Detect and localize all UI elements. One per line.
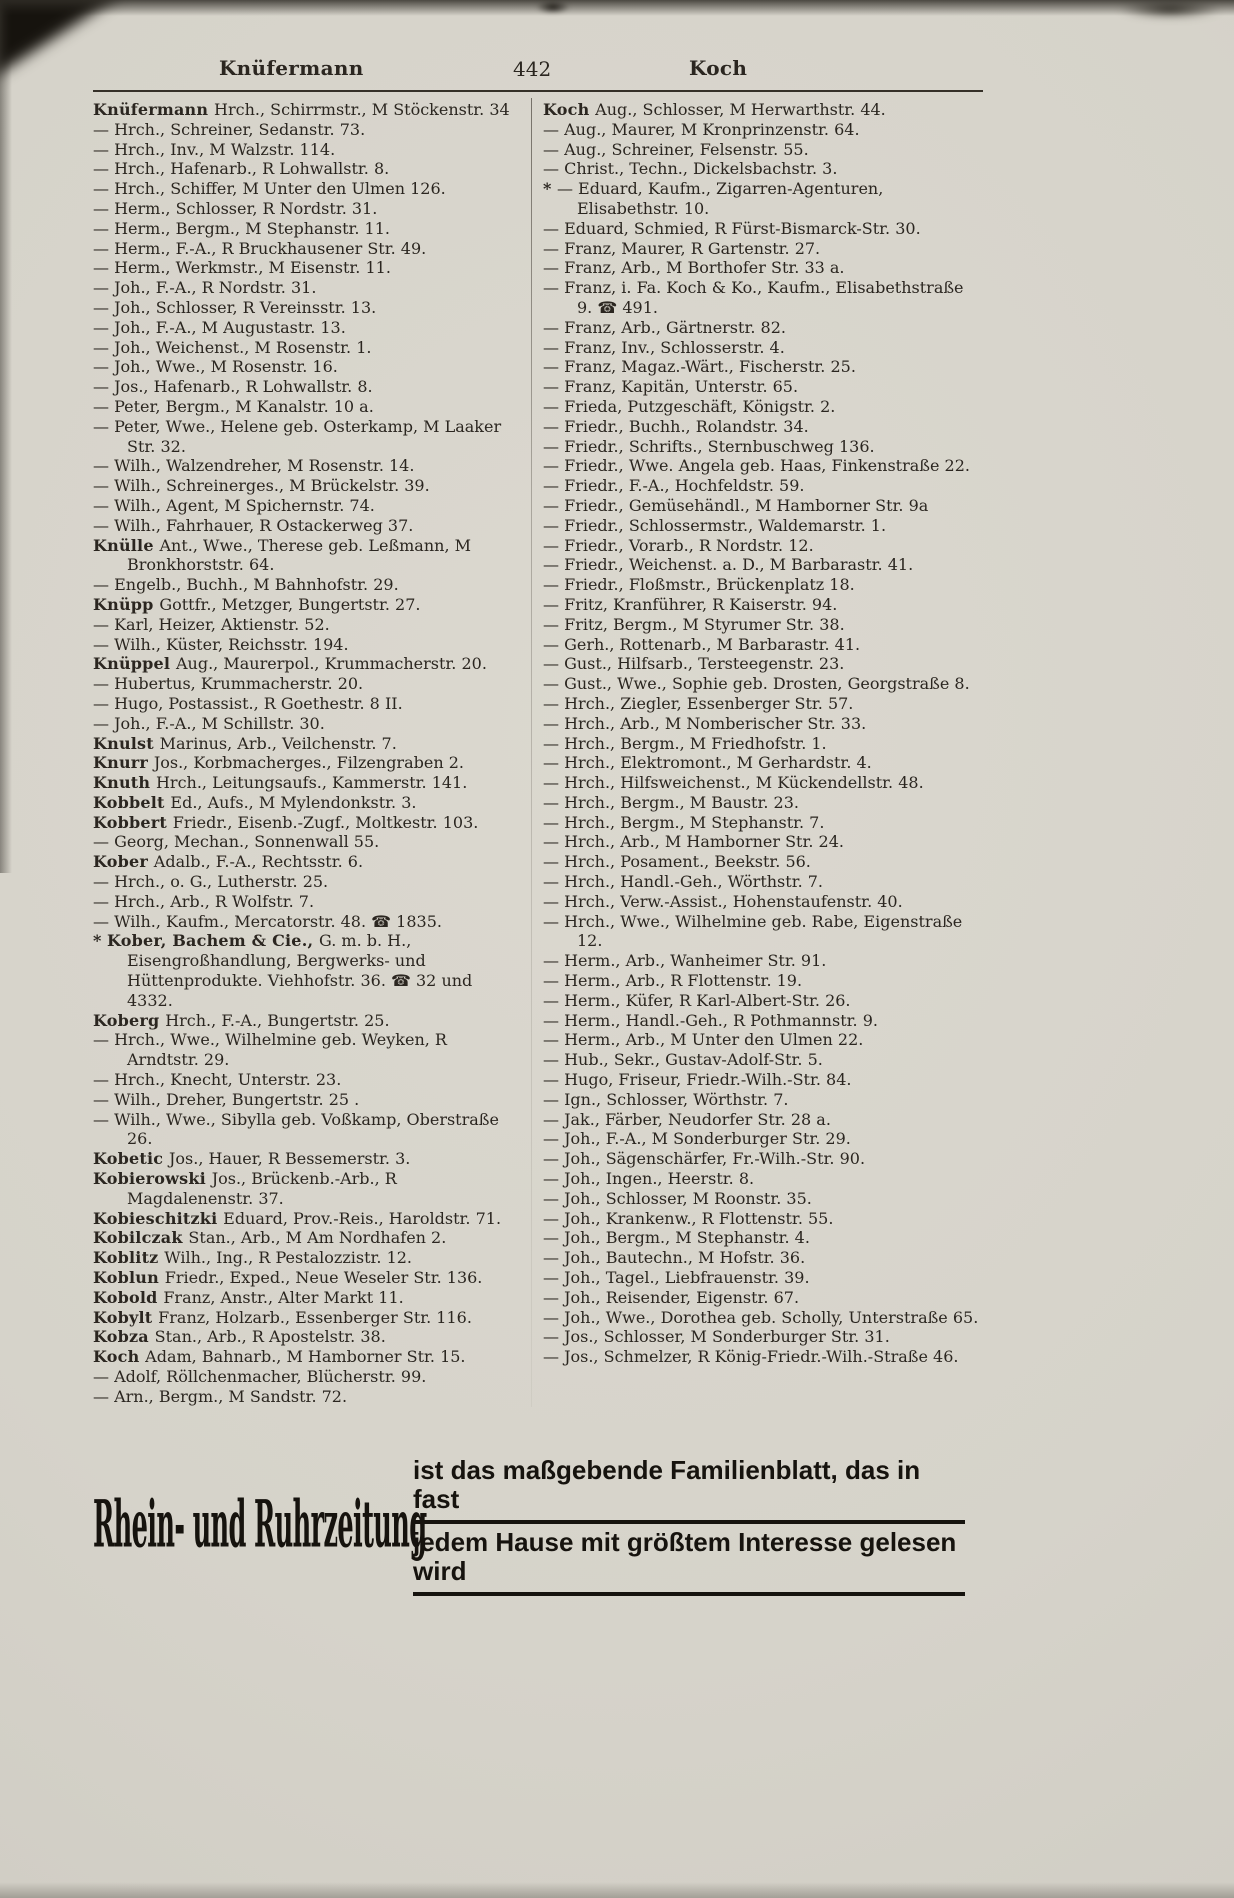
entry-text: — Hrch., Wwe., Wilhelmine geb. Weyken, R Arndtstr. 29. xyxy=(93,1030,447,1070)
directory-entry xyxy=(543,397,983,417)
directory-entry xyxy=(93,1011,521,1031)
directory-entry xyxy=(93,734,521,754)
entry-text: — Hrch., Ziegler, Essenberger Str. 57. xyxy=(543,693,854,713)
directory-entry xyxy=(93,298,521,318)
directory-entry xyxy=(543,536,983,556)
directory-entry xyxy=(93,793,521,813)
entry-text: — Franz, Maurer, R Gartenstr. 27. xyxy=(543,238,821,258)
entry-text: — Gust., Hilfsarb., Tersteegenstr. 23. xyxy=(543,654,845,674)
surname: Knüppel xyxy=(93,654,176,674)
surname: Koch xyxy=(543,100,596,119)
entry-text: — Peter, Wwe., Helene geb. Osterkamp, M Laaker Str. 32. xyxy=(93,416,502,456)
entry-text: — Wilh., Fahrhauer, R Ostackerweg 37. xyxy=(93,515,414,535)
directory-entry xyxy=(93,179,521,199)
directory-entry xyxy=(93,1030,521,1070)
directory-entry xyxy=(543,1110,983,1130)
entry-text: Aug., Schlosser, M Herwarthstr. 44. xyxy=(595,100,886,119)
entry-text: — Joh., Bautechn., M Hofstr. 36. xyxy=(543,1248,806,1268)
directory-entry xyxy=(543,456,983,476)
directory-entry xyxy=(93,318,521,338)
directory-entry xyxy=(543,437,983,457)
entry-text: — Joh., F.-A., R Nordstr. 31. xyxy=(93,278,317,298)
directory-entry xyxy=(543,1169,983,1189)
surname: Knurr xyxy=(93,753,154,773)
surname: Koch xyxy=(93,1347,146,1367)
entry-text: — Ign., Schlosser, Wörthstr. 7. xyxy=(543,1089,789,1109)
directory-entry xyxy=(93,476,521,496)
scan-smudge xyxy=(530,0,576,16)
scan-edge-left xyxy=(0,0,12,873)
entry-text: — Hrch., Posament., Beekstr. 56. xyxy=(543,852,811,872)
entry-text: — Hrch., Bergm., M Friedhofstr. 1. xyxy=(543,733,827,753)
entry-text: — Franz, Arb., Gärtnerstr. 82. xyxy=(543,317,786,337)
directory-entry xyxy=(93,753,521,773)
entry-text: — Eduard, Kaufm., Zigarren-Agenturen, Elisabethstr. 10. xyxy=(556,179,884,218)
directory-entry xyxy=(543,179,983,219)
entry-text: — Frieda, Putzgeschäft, Königstr. 2. xyxy=(543,396,836,416)
directory-entry xyxy=(543,318,983,338)
directory-entry xyxy=(543,852,983,872)
entry-text: — Franz, Inv., Schlosserstr. 4. xyxy=(543,337,785,357)
entry-text: — Joh., F.-A., M Augustastr. 13. xyxy=(93,317,346,337)
entry-text: — Hrch., Wwe., Wilhelmine geb. Rabe, Eigenstraße 12. xyxy=(543,911,963,951)
directory-entry xyxy=(543,714,983,734)
directory-entry xyxy=(543,753,983,773)
directory-entry xyxy=(543,872,983,892)
scan-edge-top xyxy=(0,0,1234,16)
directory-entry xyxy=(543,595,983,615)
entry-text: — Hrch., Arb., R Wolfstr. 7. xyxy=(93,891,315,911)
entry-text: Hrch., F.-A., Bungertstr. 25. xyxy=(165,1010,390,1030)
directory-entry xyxy=(93,615,521,635)
directory-entry xyxy=(93,1110,521,1150)
directory-entry xyxy=(93,159,521,179)
entry-text: — Joh., Tagel., Liebfrauenstr. 39. xyxy=(543,1268,810,1288)
directory-entry xyxy=(93,1308,521,1328)
directory-entry xyxy=(93,1387,521,1407)
directory-entry xyxy=(93,912,521,932)
directory-entry xyxy=(93,357,521,377)
entry-text: Hrch., Leitungsaufs., Kammerstr. 141. xyxy=(155,773,468,793)
entry-text: — Hrch., Arb., M Nomberischer Str. 33. xyxy=(543,713,867,733)
directory-entry xyxy=(93,892,521,912)
directory-entry xyxy=(543,357,983,377)
entry-text: — Hrch., Hilfsweichenst., M Kückendellstr. 48. xyxy=(543,773,924,793)
entry-text: — Fritz, Kranführer, R Kaiserstr. 94. xyxy=(543,594,838,614)
page-header xyxy=(93,56,983,88)
directory-entry xyxy=(543,1149,983,1169)
directory-entry xyxy=(93,258,521,278)
surname: Kobza xyxy=(93,1327,155,1347)
surname: Knülle xyxy=(93,535,160,555)
directory-entry xyxy=(93,456,521,476)
directory-entry xyxy=(93,278,521,298)
entry-text: Marinus, Arb., Veilchenstr. 7. xyxy=(159,733,397,753)
directory-entry xyxy=(93,1268,521,1288)
directory-entry xyxy=(543,239,983,259)
entry-text: — Hrch., Handl.-Geh., Wörthstr. 7. xyxy=(543,872,824,892)
entry-text: — Franz, i. Fa. Koch & Ko., Kaufm., Elisabethstraße 9. ☎ 491. xyxy=(543,278,964,317)
entry-text: Jos., Hauer, R Bessemerstr. 3. xyxy=(168,1149,411,1169)
entry-text: — Joh., Reisender, Eigenstr. 67. xyxy=(543,1287,800,1307)
entry-text: — Jos., Schlosser, M Sonderburger Str. 31. xyxy=(543,1327,890,1347)
entry-text: — Joh., Bergm., M Stephanstr. 4. xyxy=(543,1228,810,1248)
directory-entry xyxy=(93,397,521,417)
surname: Koblitz xyxy=(93,1248,165,1268)
directory-entry xyxy=(543,1030,983,1050)
directory-entry xyxy=(93,575,521,595)
directory-entry xyxy=(543,1070,983,1090)
directory-entry xyxy=(93,1248,521,1268)
entry-text: — Herm., Arb., R Flottenstr. 19. xyxy=(543,971,803,991)
newspaper-brand: Rhein- und Ruhrzeitung xyxy=(93,1486,427,1563)
entry-text: — Adolf, Röllchenmacher, Blücherstr. 99. xyxy=(93,1367,427,1386)
entry-text: — Friedr., Wwe. Angela geb. Haas, Finkenstraße 22. xyxy=(543,456,970,476)
entry-text: — Friedr., Vorarb., R Nordstr. 12. xyxy=(543,535,814,555)
directory-entry xyxy=(543,615,983,635)
entry-text: — Joh., Krankenw., R Flottenstr. 55. xyxy=(543,1208,834,1228)
left-column xyxy=(93,100,521,1407)
directory-entry xyxy=(543,892,983,912)
directory-entry xyxy=(93,635,521,655)
directory-entry xyxy=(93,100,521,120)
directory-entry xyxy=(543,496,983,516)
surname: Kobetic xyxy=(93,1149,169,1169)
entry-text: Stan., Arb., R Apostelstr. 38. xyxy=(154,1327,386,1347)
directory-entry xyxy=(543,1011,983,1031)
entry-text: G. m. b. H., Eisengroßhandlung, Bergwerks- und Hüttenprodukte. Viehhofstr. 36. ☎ 32 und 4332. xyxy=(127,931,473,1010)
page-content xyxy=(93,56,983,1407)
entry-text: — Joh., F.-A., M Schillstr. 30. xyxy=(93,713,325,733)
entry-text: — Herm., Arb., Wanheimer Str. 91. xyxy=(543,951,827,971)
entry-text: Eduard, Prov.-Reis., Haroldstr. 71. xyxy=(223,1208,502,1228)
directory-entry xyxy=(93,377,521,397)
directory-entry xyxy=(543,1347,983,1367)
entry-text: — Hrch., Arb., M Hamborner Str. 24. xyxy=(543,832,844,852)
surname: Koberg xyxy=(93,1010,166,1030)
entry-text: Adalb., F.-A., Rechtsstr. 6. xyxy=(153,852,364,872)
entry-text: — Herm., Arb., M Unter den Ulmen 22. xyxy=(543,1030,864,1050)
entry-text: — Franz, Kapitän, Unterstr. 65. xyxy=(543,377,799,397)
directory-entry xyxy=(543,1288,983,1308)
star-marker: * xyxy=(543,179,557,199)
entry-text: Franz, Holzarb., Essenberger Str. 116. xyxy=(158,1307,472,1327)
directory-entry xyxy=(93,239,521,259)
directory-entry xyxy=(93,516,521,536)
surname: Koblun xyxy=(93,1268,165,1288)
entry-text: — Hugo, Friseur, Friedr.-Wilh.-Str. 84. xyxy=(543,1070,852,1090)
directory-entry xyxy=(543,1228,983,1248)
entry-text: Gottfr., Metzger, Bungertstr. 27. xyxy=(159,594,421,614)
entry-text: — Gust., Wwe., Sophie geb. Drosten, Georgstraße 8. xyxy=(543,674,970,694)
entry-text: — Georg, Mechan., Sonnenwall 55. xyxy=(93,832,380,852)
entry-text: Ant., Wwe., Therese geb. Leßmann, M Bronkhorststr. 64. xyxy=(127,535,472,575)
directory-entry xyxy=(543,654,983,674)
directory-entry xyxy=(93,1169,521,1209)
star-marker: * xyxy=(93,931,107,951)
directory-entry xyxy=(543,377,983,397)
directory-entry xyxy=(543,1248,983,1268)
surname: Kobilczak xyxy=(93,1228,189,1248)
directory-entry xyxy=(543,1189,983,1209)
advert-slogan-line1: ist das maßgebende Familienblatt, das in fast xyxy=(413,1452,965,1524)
directory-entry xyxy=(543,773,983,793)
directory-entry xyxy=(93,852,521,872)
directory-entry xyxy=(543,1308,983,1328)
directory-entry xyxy=(93,595,521,615)
directory-entry xyxy=(93,654,521,674)
entry-text: — Aug., Maurer, M Kronprinzenstr. 64. xyxy=(543,119,860,139)
directory-entry xyxy=(543,1268,983,1288)
directory-entry xyxy=(543,971,983,991)
surname: Knuth xyxy=(93,773,156,793)
entry-text: Aug., Maurerpol., Krummacherstr. 20. xyxy=(175,654,487,674)
directory-entry xyxy=(93,219,521,239)
header-left-keyword: Knüfermann xyxy=(219,56,364,80)
entry-text: — Hrch., Inv., M Walzstr. 114. xyxy=(93,139,336,159)
entry-text: Stan., Arb., M Am Nordhafen 2. xyxy=(188,1228,447,1248)
entry-text: — Franz, Arb., M Borthofer Str. 33 a. xyxy=(543,258,845,278)
directory-entry xyxy=(543,417,983,437)
directory-entry xyxy=(543,635,983,655)
entry-text: — Aug., Schreiner, Felsenstr. 55. xyxy=(543,139,809,159)
directory-entry xyxy=(543,278,983,318)
column-divider xyxy=(531,98,532,1407)
directory-entry xyxy=(543,516,983,536)
advert-slogan xyxy=(413,1452,965,1596)
directory-entry xyxy=(543,140,983,160)
entry-text: — Jak., Färber, Neudorfer Str. 28 a. xyxy=(543,1109,831,1129)
entry-text: — Hrch., Schiffer, M Unter den Ulmen 126. xyxy=(93,179,446,199)
directory-entry xyxy=(543,219,983,239)
directory-entry xyxy=(543,1129,983,1149)
entry-text: — Herm., Schlosser, R Nordstr. 31. xyxy=(93,198,378,218)
directory-entry xyxy=(543,1209,983,1229)
surname: Kobierowski xyxy=(93,1169,212,1189)
directory-entry xyxy=(93,931,521,1010)
entry-text: — Hrch., o. G., Lutherstr. 25. xyxy=(93,872,329,892)
entry-text: — Hubertus, Krummacherstr. 20. xyxy=(93,674,364,694)
page-number: 442 xyxy=(513,57,552,81)
entry-text: — Herm., Küfer, R Karl-Albert-Str. 26. xyxy=(543,990,851,1010)
directory-entry xyxy=(93,1090,521,1110)
entry-text: — Herm., Bergm., M Stephanstr. 11. xyxy=(93,218,390,238)
directory-entry xyxy=(93,773,521,793)
surname: Knulst xyxy=(93,733,160,753)
entry-text: — Wilh., Küster, Reichsstr. 194. xyxy=(93,634,349,654)
directory-entry xyxy=(543,159,983,179)
directory-entry xyxy=(543,813,983,833)
directory-entry xyxy=(543,912,983,952)
entry-text: — Wilh., Agent, M Spichernstr. 74. xyxy=(93,495,375,515)
entry-text: — Jos., Hafenarb., R Lohwallstr. 8. xyxy=(93,377,373,397)
entry-text: Jos., Brückenb.-Arb., R Magdalenenstr. 37. xyxy=(127,1169,397,1208)
directory-entry xyxy=(543,120,983,140)
surname: Knüpp xyxy=(93,594,160,614)
right-column xyxy=(543,100,983,1407)
directory-entry xyxy=(93,199,521,219)
entry-text: — Friedr., F.-A., Hochfeldstr. 59. xyxy=(543,476,805,496)
directory-entry xyxy=(93,1070,521,1090)
entry-text: — Herm., Werkmstr., M Eisenstr. 11. xyxy=(93,258,391,278)
entry-text: — Hub., Sekr., Gustav-Adolf-Str. 5. xyxy=(543,1050,823,1070)
entry-text: Hrch., Schirrmstr., M Stöckenstr. 34 xyxy=(214,100,510,119)
directory-entry xyxy=(543,100,983,120)
advert-slogan-line2: jedem Hause mit größtem Interesse gelesen wird xyxy=(413,1524,965,1596)
entry-text: — Peter, Bergm., M Kanalstr. 10 a. xyxy=(93,396,374,416)
entry-text: — Friedr., Gemüsehändl., M Hamborner Str. 9a xyxy=(543,495,929,515)
directory-entry xyxy=(93,1228,521,1248)
entry-text: — Jos., Schmelzer, R König-Friedr.-Wilh.-Straße 46. xyxy=(543,1347,959,1367)
directory-entry xyxy=(93,1327,521,1347)
entry-text: — Joh., Ingen., Heerstr. 8. xyxy=(543,1169,755,1189)
directory-entry xyxy=(93,496,521,516)
entry-text: Adam, Bahnarb., M Hamborner Str. 15. xyxy=(145,1347,466,1367)
directory-entry xyxy=(93,338,521,358)
surname: Kober, Bachem & Cie., xyxy=(106,931,320,951)
entry-text: Friedr., Exped., Neue Weseler Str. 136. xyxy=(164,1268,483,1288)
directory-entry xyxy=(543,991,983,1011)
directory-entry xyxy=(543,793,983,813)
entry-text: — Wilh., Kaufm., Mercatorstr. 48. ☎ 1835. xyxy=(93,911,442,931)
directory-entry xyxy=(543,555,983,575)
entry-text: — Hrch., Bergm., M Baustr. 23. xyxy=(543,792,799,812)
advert-banner xyxy=(93,1452,965,1596)
entry-text: — Hrch., Hafenarb., R Lohwallstr. 8. xyxy=(93,159,390,179)
entry-text: — Friedr., Weichenst. a. D., M Barbarastr. 41. xyxy=(543,555,914,575)
entry-text: Friedr., Eisenb.-Zugf., Moltkestr. 103. xyxy=(172,812,479,832)
directory-entry xyxy=(93,1347,521,1367)
entry-text: — Franz, Magaz.-Wärt., Fischerstr. 25. xyxy=(543,357,856,377)
directory-entry xyxy=(543,476,983,496)
directory-entry xyxy=(93,1149,521,1169)
directory-entry xyxy=(93,694,521,714)
directory-entry xyxy=(93,140,521,160)
directory-entry xyxy=(543,1327,983,1347)
directory-entry xyxy=(93,813,521,833)
entry-text: — Joh., Wwe., M Rosenstr. 16. xyxy=(93,357,338,377)
entry-text: — Hrch., Elektromont., M Gerhardstr. 4. xyxy=(543,753,872,773)
directory-entry xyxy=(543,575,983,595)
directory-entry xyxy=(93,1367,521,1387)
surname: Kobylt xyxy=(93,1307,159,1327)
entry-text: — Karl, Heizer, Aktienstr. 52. xyxy=(93,614,330,634)
entry-text: — Wilh., Wwe., Sibylla geb. Voßkamp, Oberstraße 26. xyxy=(93,1109,499,1149)
entry-text: — Joh., Schlosser, R Vereinsstr. 13. xyxy=(93,297,377,317)
scan-edge-bottom xyxy=(0,1882,1234,1898)
entry-text: — Wilh., Walzendreher, M Rosenstr. 14. xyxy=(93,456,415,476)
entry-text: — Friedr., Schlossermstr., Waldemarstr. 1. xyxy=(543,515,887,535)
surname: Knüfermann xyxy=(93,100,214,119)
directory-entry xyxy=(93,1209,521,1229)
header-right-keyword: Koch xyxy=(689,56,748,80)
entry-text: — Herm., F.-A., R Bruckhausener Str. 49. xyxy=(93,238,427,258)
entry-text: — Hugo, Postassist., R Goethestr. 8 II. xyxy=(93,693,403,713)
entry-text: — Hrch., Schreiner, Sedanstr. 73. xyxy=(93,119,366,139)
directory-entry xyxy=(543,694,983,714)
entry-text: — Joh., F.-A., M Sonderburger Str. 29. xyxy=(543,1129,851,1149)
directory-entry xyxy=(93,1288,521,1308)
surname: Kobbelt xyxy=(93,792,171,812)
directory-entry xyxy=(543,951,983,971)
directory-entry xyxy=(93,120,521,140)
surname: Kobbert xyxy=(93,812,173,832)
entry-text: — Fritz, Bergm., M Styrumer Str. 38. xyxy=(543,614,845,634)
entry-text: Jos., Korbmacherges., Filzengraben 2. xyxy=(153,753,464,773)
directory-entry xyxy=(93,872,521,892)
entry-text: — Gerh., Rottenarb., M Barbarastr. 41. xyxy=(543,634,861,654)
entry-text: — Christ., Techn., Dickelsbachstr. 3. xyxy=(543,159,838,179)
directory-columns xyxy=(93,92,983,1407)
directory-entry xyxy=(543,674,983,694)
surname: Kobold xyxy=(93,1287,164,1307)
entry-text: — Joh., Wwe., Dorothea geb. Scholly, Unterstraße 65. xyxy=(543,1307,979,1327)
directory-entry xyxy=(93,417,521,457)
entry-text: — Herm., Handl.-Geh., R Pothmannstr. 9. xyxy=(543,1010,878,1030)
entry-text: — Friedr., Floßmstr., Brückenplatz 18. xyxy=(543,575,855,595)
directory-entry xyxy=(93,714,521,734)
entry-text: Ed., Aufs., M Mylendonkstr. 3. xyxy=(170,792,417,812)
entry-text: — Hrch., Knecht, Unterstr. 23. xyxy=(93,1070,342,1090)
entry-text: — Wilh., Dreher, Bungertstr. 25 . xyxy=(93,1089,360,1109)
entry-text: — Arn., Bergm., M Sandstr. 72. xyxy=(93,1386,348,1406)
entry-text: — Joh., Schlosser, M Roonstr. 35. xyxy=(543,1188,812,1208)
entry-text: — Eduard, Schmied, R Fürst-Bismarck-Str. 30. xyxy=(543,218,921,238)
entry-text: — Hrch., Bergm., M Stephanstr. 7. xyxy=(543,812,825,832)
entry-text: — Engelb., Buchh., M Bahnhofstr. 29. xyxy=(93,575,399,595)
entry-text: — Friedr., Schrifts., Sternbuschweg 136. xyxy=(543,436,875,456)
directory-entry xyxy=(543,734,983,754)
directory-entry xyxy=(543,1050,983,1070)
surname: Kobieschitzki xyxy=(93,1208,224,1228)
entry-text: — Hrch., Verw.-Assist., Hohenstaufenstr. 40. xyxy=(543,891,903,911)
entry-text: — Friedr., Buchh., Rolandstr. 34. xyxy=(543,416,809,436)
directory-entry xyxy=(93,674,521,694)
entry-text: — Wilh., Schreinerges., M Brückelstr. 39. xyxy=(93,476,430,496)
directory-entry xyxy=(93,536,521,576)
entry-text: — Joh., Sägenschärfer, Fr.-Wilh.-Str. 90. xyxy=(543,1149,866,1169)
surname: Kober xyxy=(93,852,154,872)
directory-entry xyxy=(543,258,983,278)
directory-entry xyxy=(93,832,521,852)
entry-text: Wilh., Ing., R Pestalozzistr. 12. xyxy=(164,1248,413,1268)
directory-entry xyxy=(543,1090,983,1110)
entry-text: — Joh., Weichenst., M Rosenstr. 1. xyxy=(93,337,372,357)
directory-entry xyxy=(543,338,983,358)
entry-text: Franz, Anstr., Alter Markt 11. xyxy=(163,1287,404,1307)
directory-entry xyxy=(543,832,983,852)
